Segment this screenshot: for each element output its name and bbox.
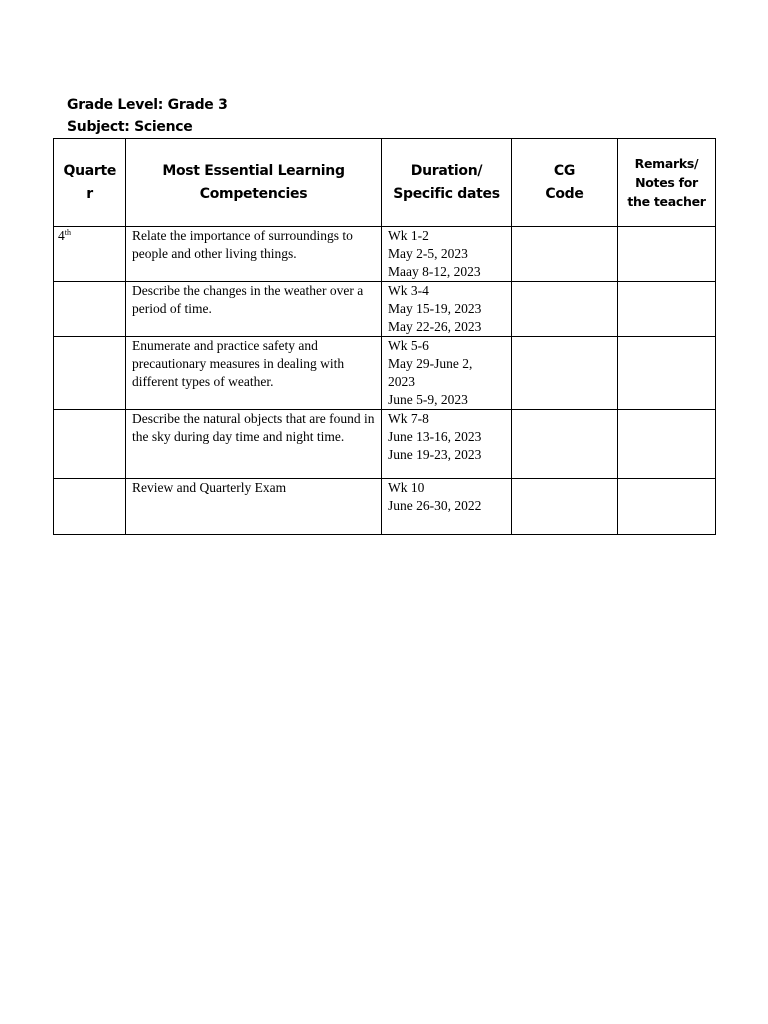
header-quarter: Quarte r <box>54 139 126 227</box>
table-header-row <box>54 139 716 227</box>
duration-cell: Wk 3-4 May 15-19, 2023 May 22-26, 2023 <box>382 282 512 337</box>
grade-level-label: Grade Level: Grade 3 <box>67 97 228 113</box>
quarter-cell <box>54 479 126 535</box>
cg-code-cell <box>512 479 618 535</box>
remarks-cell <box>618 282 716 337</box>
remarks-cell <box>618 479 716 535</box>
competency-cell: Review and Quarterly Exam <box>126 479 382 535</box>
cg-code-cell <box>512 282 618 337</box>
remarks-cell <box>618 227 716 282</box>
remarks-cell <box>618 410 716 479</box>
table-row <box>54 410 716 479</box>
learning-plan-table <box>53 138 716 535</box>
competency-cell: Describe the changes in the weather over a period of time. <box>126 282 382 337</box>
subject-label: Subject: Science <box>67 119 193 135</box>
cg-code-cell <box>512 227 618 282</box>
table-row <box>54 227 716 282</box>
cg-code-cell <box>512 337 618 410</box>
duration-cell: Wk 5-6 May 29-June 2, 2023 June 5-9, 2023 <box>382 337 512 410</box>
table-row <box>54 479 716 535</box>
header-cg-code: CG Code <box>512 139 618 227</box>
duration-cell: Wk 10 June 26-30, 2022 <box>382 479 512 535</box>
competency-cell: Describe the natural objects that are found in the sky during day time and night time. <box>126 410 382 479</box>
document-header <box>67 94 228 138</box>
cg-code-cell <box>512 410 618 479</box>
quarter-cell: 4th <box>54 227 126 282</box>
table-row <box>54 337 716 410</box>
header-competencies: Most Essential Learning Competencies <box>126 139 382 227</box>
quarter-cell <box>54 337 126 410</box>
remarks-cell <box>618 337 716 410</box>
duration-cell: Wk 1-2 May 2-5, 2023 Maay 8-12, 2023 <box>382 227 512 282</box>
duration-cell: Wk 7-8 June 13-16, 2023 June 19-23, 2023 <box>382 410 512 479</box>
quarter-cell <box>54 282 126 337</box>
header-duration: Duration/ Specific dates <box>382 139 512 227</box>
table-row <box>54 282 716 337</box>
competency-cell: Enumerate and practice safety and precautionary measures in dealing with different types of weather. <box>126 337 382 410</box>
competency-cell: Relate the importance of surroundings to people and other living things. <box>126 227 382 282</box>
header-remarks: Remarks/ Notes for the teacher <box>618 139 716 227</box>
quarter-cell <box>54 410 126 479</box>
